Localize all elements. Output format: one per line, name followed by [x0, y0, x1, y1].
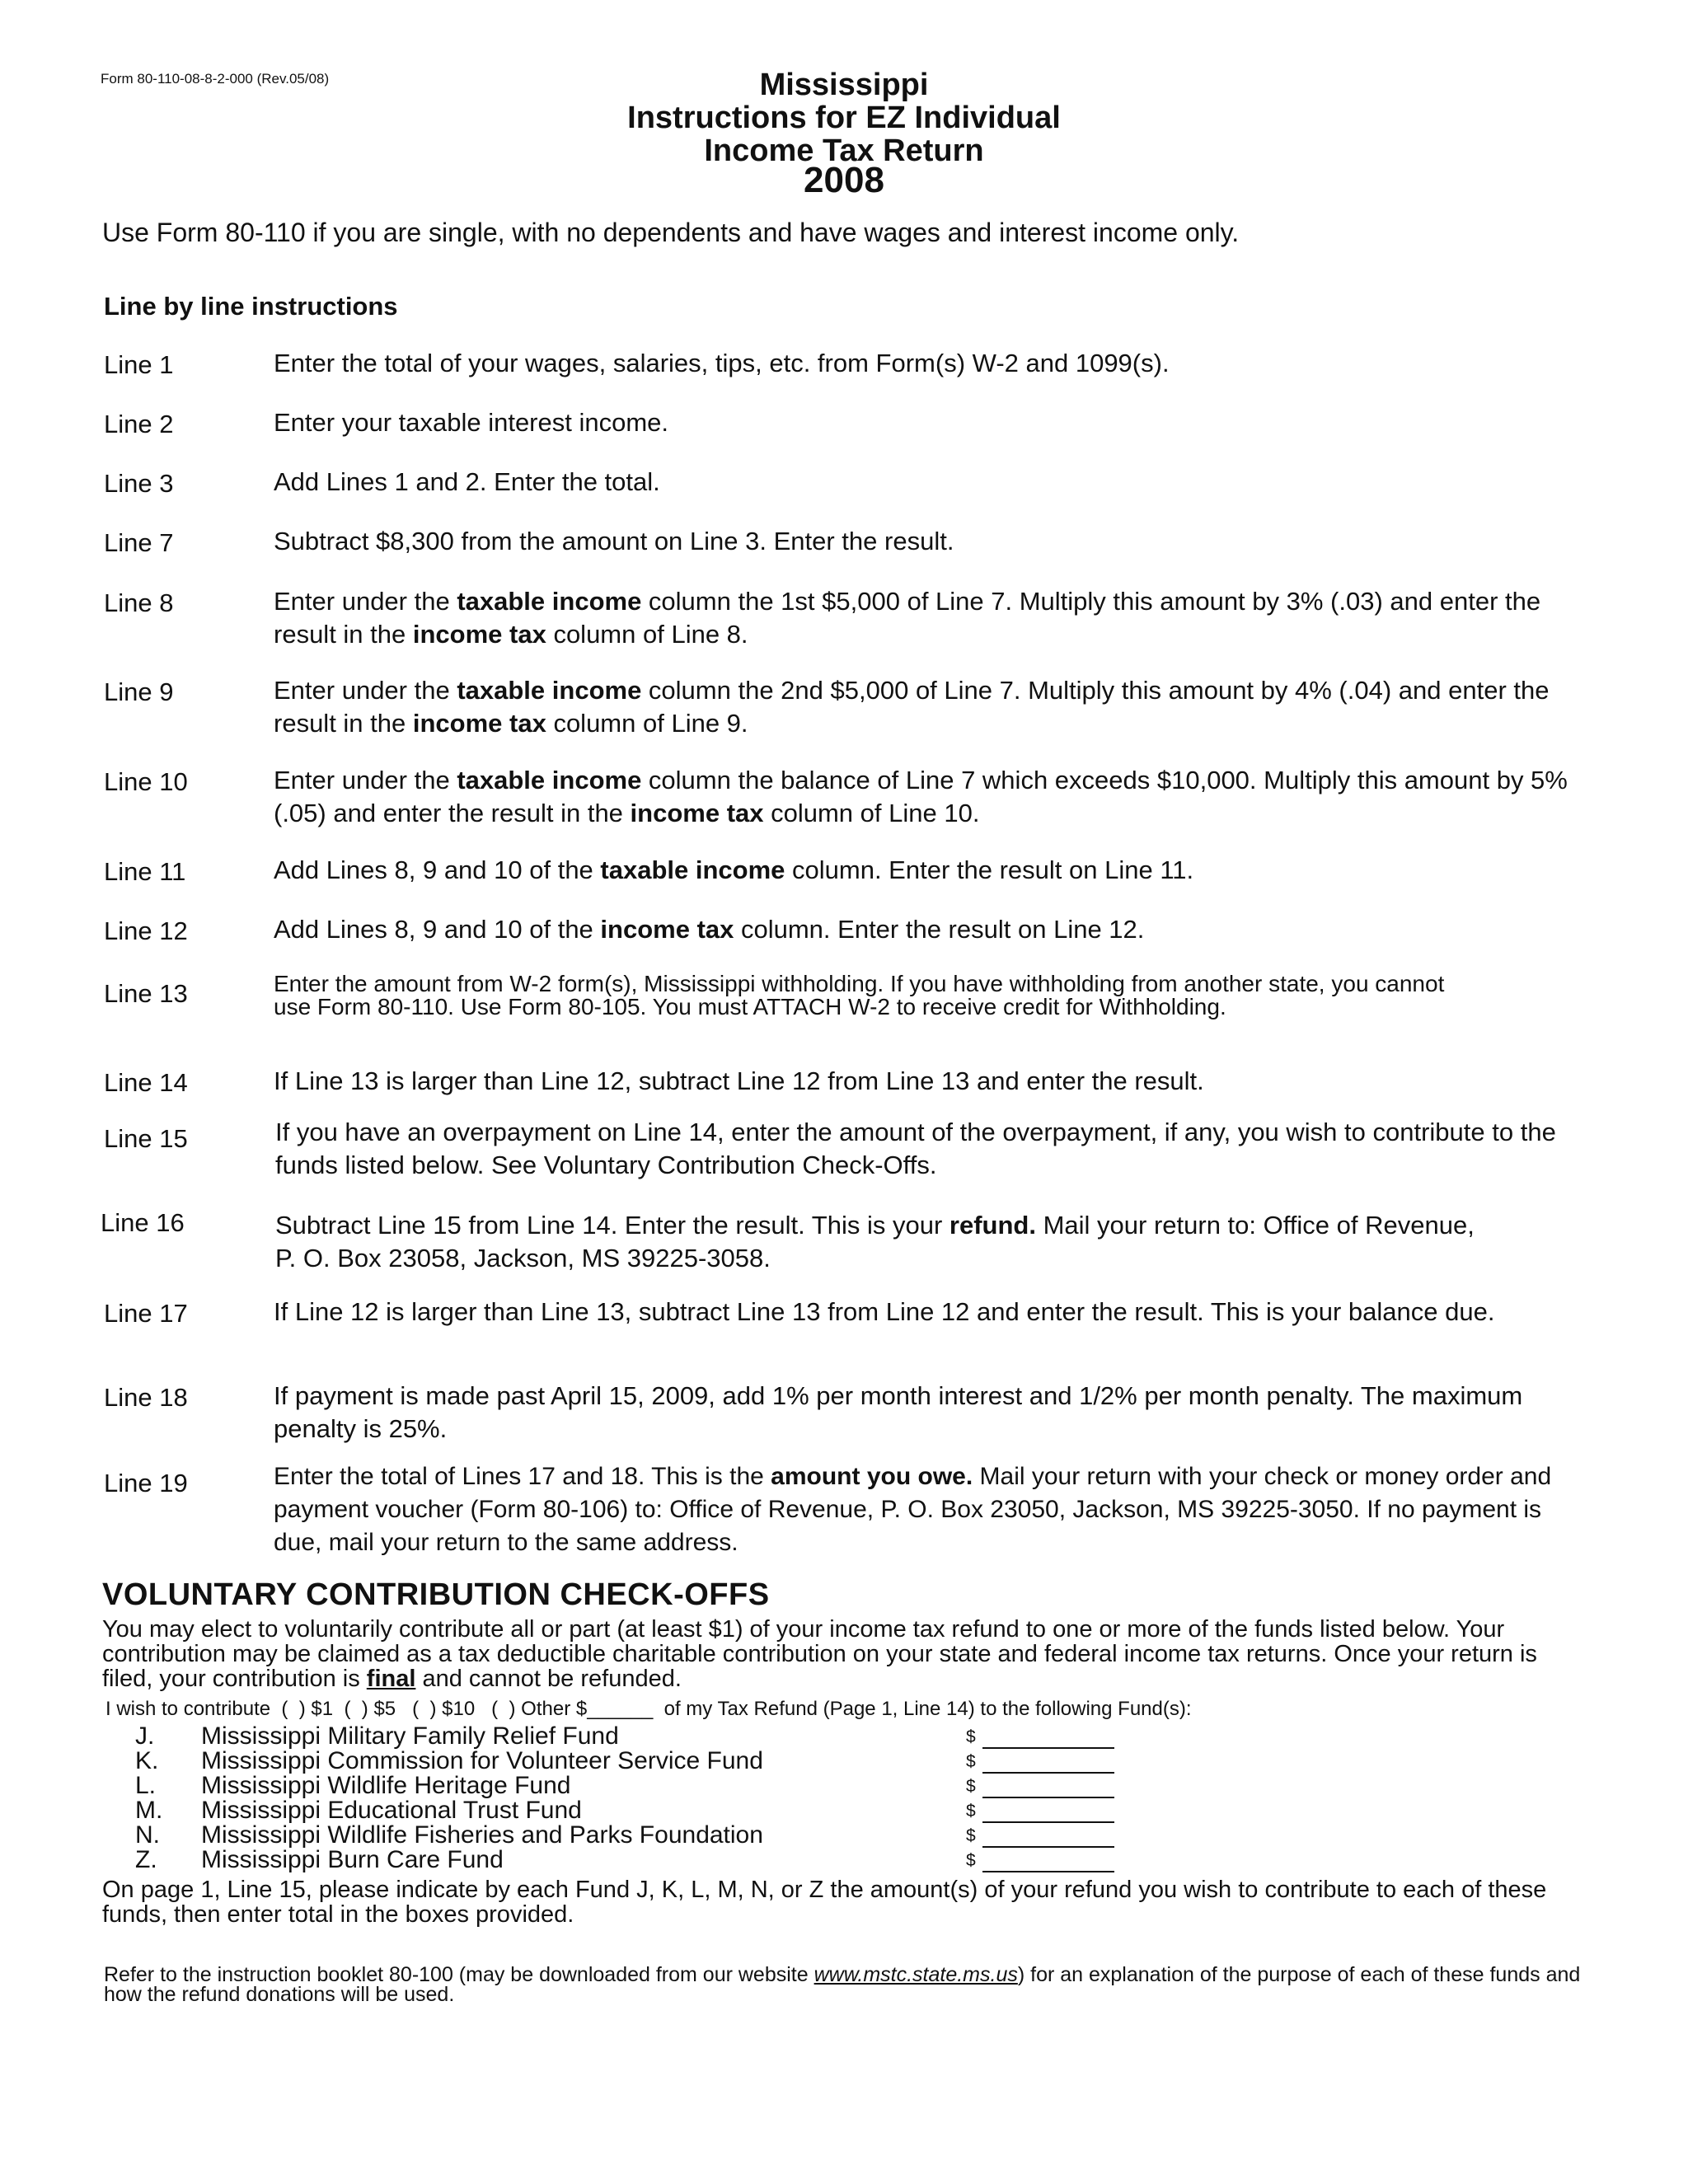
line-label: Line 11 — [104, 857, 186, 886]
line-label: Line 2 — [104, 410, 174, 438]
refer-note: Refer to the instruction booklet 80-100 (may be downloaded from our website www.mstc.state.ms.us) for an explanation of the purpose of each of these funds and how the refund donations will be used. — [104, 1963, 1581, 2006]
fund-letter: K. — [135, 1747, 159, 1774]
line-text: If payment is made past April 15, 2009, add 1% per month interest and 1/2% per month penalty. The maximum penalty is 25%. — [274, 1381, 1523, 1443]
line-text: Subtract Line 15 from Line 14. Enter the result. This is your refund. Mail your return to: Office of Revenue, P. O. Box 23058, Jackson, MS 39225-3058. — [275, 1211, 1475, 1272]
fund-letter: M. — [135, 1797, 163, 1824]
line-text: Enter under the taxable income column the 2nd $5,000 of Line 7. Multiply this amount by 4% (.04) and enter the result in the income tax column of Line 9. — [274, 676, 1550, 738]
fund-name: Mississippi Commission for Volunteer Service Fund — [201, 1747, 763, 1774]
fund-letter: L. — [135, 1772, 157, 1799]
line-text: Enter the total of your wages, salaries, tips, etc. from Form(s) W-2 and 1099(s). — [274, 349, 1170, 377]
fund-amount-blank — [982, 1871, 1114, 1872]
fund-name: Mississippi Educational Trust Fund — [201, 1797, 582, 1824]
section-heading: Line by line instructions — [104, 292, 398, 321]
line-text: If you have an overpayment on Line 14, enter the amount of the overpayment, if any, you wish to contribute to the funds listed below. See Voluntary Contribution Check-Offs. — [275, 1118, 1556, 1179]
fund-amount-field[interactable]: $ — [966, 1727, 1114, 1752]
line-text: Enter the total of Lines 17 and 18. This is the amount you owe. Mail your return with your check or money order and payment voucher (Form 80-106) to: Office of Revenue, P. O. Box 23050, Jackson, MS 39225-3050. If no payment is due, mail your return to the same address. — [274, 1463, 1552, 1556]
line-label: Line 14 — [104, 1068, 188, 1097]
voluntary-heading: VOLUNTARY CONTRIBUTION CHECK-OFFS — [102, 1577, 770, 1612]
line-text: If Line 12 is larger than Line 13, subtract Line 13 from Line 12 and enter the result. This is your balance due. — [274, 1297, 1495, 1326]
line-label: Line 8 — [104, 588, 174, 617]
voluntary-paragraph: You may elect to voluntarily contribute all or part (at least $1) of your income tax refund to one or more of the funds listed below. Your contribution may be claimed as a tax deductible charitable contribution on your state and federal income tax returns. Once your return is filed, your contribution is final and cannot be refunded. — [102, 1616, 1537, 1692]
line-text: Enter under the taxable income column the balance of Line 7 which exceeds $10,000. Multiply this amount by 5% (.05) and enter the result in the income tax column of Line 10. — [274, 766, 1568, 827]
fund-amount-field[interactable]: $ — [966, 1826, 1114, 1851]
line-label: Line 7 — [104, 528, 174, 557]
line-text: If Line 13 is larger than Line 12, subtract Line 12 from Line 13 and enter the result. — [274, 1066, 1204, 1095]
fund-amount-blank — [982, 1797, 1114, 1798]
voluntary-footer: On page 1, Line 15, please indicate by each Fund J, K, L, M, N, or Z the amount(s) of your refund you wish to contribute to each of these funds, then enter total in the boxes provided. — [102, 1877, 1547, 1928]
fund-amount-blank — [982, 1821, 1114, 1823]
fund-letter: N. — [135, 1821, 160, 1849]
line-label: Line 19 — [104, 1469, 188, 1497]
line-label: Line 3 — [104, 469, 174, 498]
contribution-options: I wish to contribute ( ) $1 ( ) $5 ( ) $10 ( ) Other $______ of my Tax Refund (Page 1, Line 14) to the following Fund(s): — [106, 1698, 1192, 1720]
line-label: Line 15 — [104, 1124, 188, 1153]
fund-letter: J. — [135, 1722, 155, 1750]
fund-amount-field[interactable]: $ — [966, 1851, 1114, 1876]
line-text: Add Lines 8, 9 and 10 of the income tax column. Enter the result on Line 12. — [274, 915, 1145, 944]
fund-amount-blank — [982, 1846, 1114, 1848]
line-text: Subtract $8,300 from the amount on Line 3. Enter the result. — [274, 527, 954, 555]
fund-amount-field[interactable]: $ — [966, 1752, 1114, 1777]
form-number: Form 80-110-08-8-2-000 (Rev.05/08) — [101, 71, 330, 87]
line-label: Line 17 — [104, 1299, 188, 1328]
line-text: Enter the amount from W-2 form(s), Mississippi withholding. If you have withholding from another state, you cannot use Form 80-110. Use Form 80-105. You must ATTACH W-2 to receive credit for Withholding. — [274, 971, 1445, 1019]
fund-amount-blank — [982, 1747, 1114, 1749]
fund-name: Mississippi Burn Care Fund — [201, 1846, 504, 1873]
line-label: Line 1 — [104, 350, 174, 379]
title-return: Income Tax Return — [704, 134, 984, 168]
line-text: Enter your taxable interest income. — [274, 408, 669, 437]
fund-name: Mississippi Wildlife Heritage Fund — [201, 1772, 571, 1799]
line-text: Enter under the taxable income column the 1st $5,000 of Line 7. Multiply this amount by 3% (.03) and enter the result in the income tax column of Line 8. — [274, 587, 1541, 649]
fund-amount-blank — [982, 1772, 1114, 1774]
fund-amount-field[interactable]: $ — [966, 1777, 1114, 1802]
line-label: Line 9 — [104, 677, 174, 706]
title-state: Mississippi — [759, 68, 929, 102]
line-label: Line 18 — [104, 1383, 188, 1412]
fund-letter: Z. — [135, 1846, 157, 1873]
line-text: Add Lines 1 and 2. Enter the total. — [274, 467, 660, 496]
fund-name: Mississippi Wildlife Fisheries and Parks Foundation — [201, 1821, 763, 1849]
line-label: Line 10 — [104, 767, 188, 796]
line-text: Add Lines 8, 9 and 10 of the taxable income column. Enter the result on Line 11. — [274, 855, 1194, 884]
title-year: 2008 — [804, 160, 884, 200]
line-label: Line 16 — [101, 1208, 185, 1237]
intro-text: Use Form 80-110 if you are single, with no dependents and have wages and interest income only. — [102, 218, 1240, 247]
line-label: Line 13 — [104, 979, 188, 1008]
website-link[interactable]: www.mstc.state.ms.us — [814, 1963, 1018, 1986]
title-instructions: Instructions for EZ Individual — [627, 101, 1061, 135]
fund-amount-field[interactable]: $ — [966, 1802, 1114, 1826]
fund-name: Mississippi Military Family Relief Fund — [201, 1722, 619, 1750]
line-label: Line 12 — [104, 916, 188, 945]
